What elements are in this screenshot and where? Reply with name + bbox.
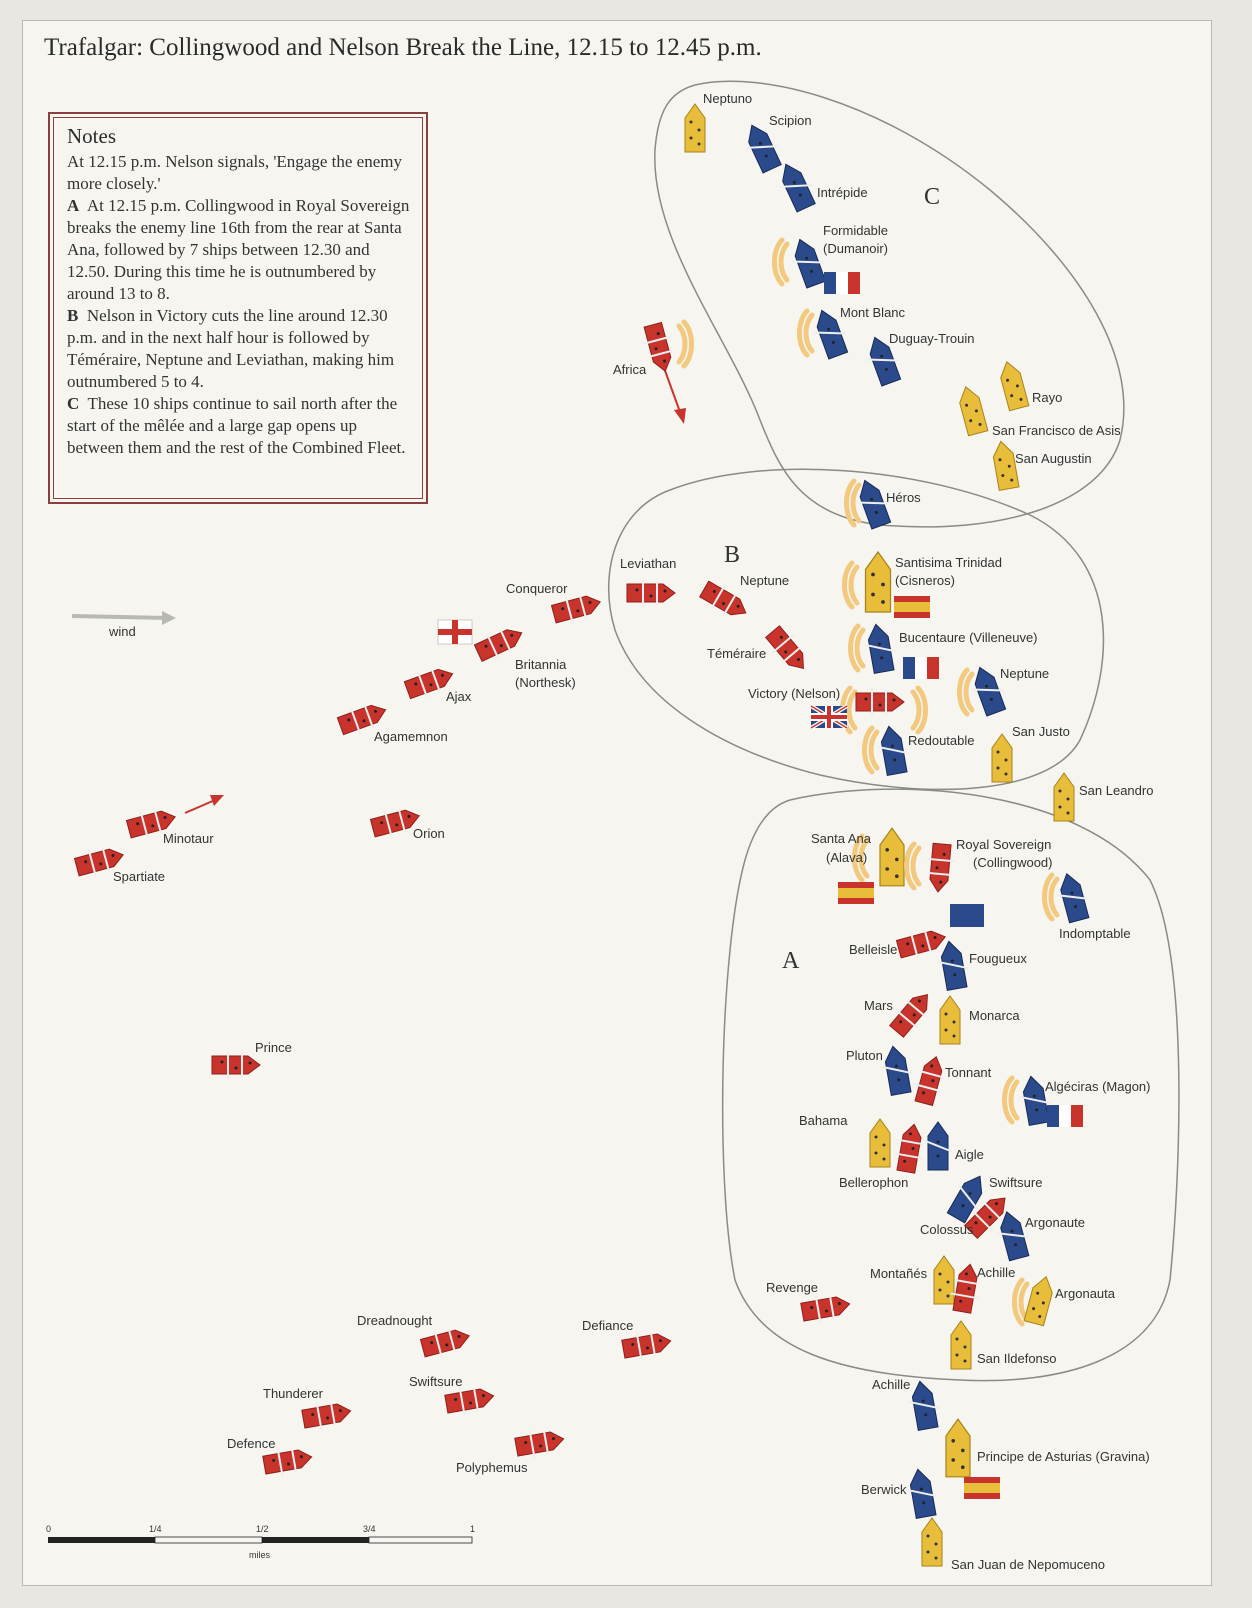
label-mars: Mars [864,998,893,1013]
label-formidable: Formidable [823,223,889,238]
label-belleisle: Belleisle [849,942,898,957]
ship-neptune-f-smoke [960,670,973,714]
ship-santisima-smoke [845,563,858,607]
label-agamemnon: Agamemnon [374,729,448,744]
ship-bellerophon [892,1122,928,1174]
ship-victory [856,688,904,716]
ship-tonnant [910,1053,949,1107]
ship-monarca [940,996,960,1044]
ship-santisima-trinidad [866,552,891,612]
label-dreadnought: Dreadnought [357,1313,433,1328]
label-polyphemus: Polyphemus [456,1460,528,1475]
ship-argonauta [1024,1274,1056,1326]
label-neptune-f: Neptune [1000,666,1050,681]
label-neptuno: Neptuno [703,91,753,106]
ship-san-francisco [956,384,988,436]
label-pluton: Pluton [846,1048,883,1063]
label-swiftsure-b: Swiftsure [409,1374,463,1389]
label-heros: Héros [886,490,921,505]
label-aigle: Aigle [955,1147,984,1162]
ship-dreadnought [419,1322,473,1361]
label-tonnant: Tonnant [945,1065,992,1080]
ship-aigle [923,1122,953,1170]
label-thunderer: Thunderer [263,1386,323,1401]
ship-principe-de-asturias [946,1419,970,1477]
label-cisneros: (Cisneros) [895,573,955,588]
ship-leviathan [627,579,675,607]
label-mont-blanc: Mont Blanc [840,305,906,320]
ship-san-juan-de-nepomuceno [922,1518,942,1566]
scale-unit: miles [249,1550,271,1560]
label-berwick: Berwick [861,1482,907,1497]
scale-bar [46,1524,475,1560]
spanish-flag-icon [964,1477,1000,1499]
label-argonaute: Argonaute [1025,1215,1085,1230]
ship-neptuno [685,104,705,152]
label-africa: Africa [613,362,647,377]
ship-royal-sovereign-smoke [907,844,920,888]
label-alava: (Alava) [826,850,868,865]
label-san-leandro: San Leandro [1079,783,1154,798]
label-ajax: Ajax [446,689,472,704]
label-achille-b: Achille [872,1377,911,1392]
label-san-augustin: San Augustin [1015,451,1092,466]
blue-ensign-flag-icon [950,904,984,927]
label-achille-f: Achille [977,1265,1016,1280]
scale-tick-2: 1/2 [256,1524,269,1534]
label-algeciras: Algéciras (Magon) [1045,1079,1151,1094]
wind-arrow-icon [72,611,176,625]
group-c-letter: C [924,184,941,210]
ship-montanes [934,1256,954,1304]
ship-royal-sovereign [924,843,956,893]
ship-africa-smoke [679,322,692,366]
label-intrepide: Intrépide [817,185,868,200]
ship-redoutable [874,724,912,776]
label-duguay-trouin: Duguay-Trouin [889,331,975,346]
label-defence: Defence [227,1436,276,1451]
group-a-letter: A [782,948,800,974]
label-spartiate: Spartiate [113,869,166,884]
label-collingwood: (Collingwood) [973,855,1053,870]
label-dumanoir: (Dumanoir) [823,241,889,256]
st-george-flag-icon [438,620,472,644]
scale-tick-1: 1/4 [149,1524,162,1534]
label-prince: Prince [255,1040,292,1055]
label-leviathan: Leviathan [620,556,677,571]
label-revenge: Revenge [766,1280,819,1295]
label-temeraire: Téméraire [707,646,767,661]
label-conqueror: Conqueror [506,581,568,596]
label-bahama: Bahama [799,1113,848,1128]
ship-mars [886,986,938,1041]
label-colossus: Colossus [920,1222,974,1237]
africa-course-arrow-icon [663,365,686,424]
label-san-juan: San Juan de Nepomuceno [951,1557,1105,1572]
ship-san-ildefonso [951,1321,971,1369]
ship-redoutable-smoke [865,728,878,772]
label-royal-sovereign: Royal Sovereign [956,837,1052,852]
notes-a: A At 12.15 p.m. Collingwood in Royal Sovereign breaks the enemy line 16th from the rear at Santa Ana, followed by 7 ships between 12.30 and 12.50. During this time he is outnumbered by around 13 to 8. [67,196,410,303]
ship-algeciras-smoke [1005,1078,1018,1122]
label-orion: Orion [413,826,445,841]
label-rayo: Rayo [1032,390,1063,405]
label-san-justo: San Justo [1012,724,1070,739]
label-san-francisco: San Francisco de Asis [992,423,1121,438]
ship-bucentaure-smoke [851,626,864,670]
notes-intro: At 12.15 p.m. Nelson signals, 'Engage the enemy more closely.' [67,152,402,193]
french-flag-icon [1047,1105,1083,1127]
ship-mont-blanc-smoke [800,311,813,355]
ship-belleisle [895,923,949,962]
ship-san-justo [992,734,1012,782]
label-neptune-b: Neptune [740,573,790,588]
label-scipion: Scipion [769,113,812,128]
label-monarca: Monarca [969,1008,1020,1023]
label-defiance: Defiance [582,1318,634,1333]
ship-intrepide [772,158,819,214]
label-argonauta: Argonauta [1055,1286,1115,1301]
label-britannia: Britannia [515,657,567,672]
spanish-flag-icon [894,596,930,618]
ship-bahama [870,1119,890,1167]
notes-heading: Notes [67,124,116,148]
label-san-ildefonso: San Ildefonso [977,1351,1057,1366]
label-santa-ana: Santa Ana [811,831,871,846]
label-montanes: Montañés [870,1266,928,1281]
ship-berwick [903,1467,941,1519]
ship-indomptable-smoke [1045,875,1058,919]
label-fougueux: Fougueux [969,951,1027,966]
scale-tick-3: 3/4 [363,1524,376,1534]
label-redoutable: Redoutable [908,733,975,748]
ship-revenge [800,1290,852,1326]
notes-b: B Nelson in Victory cuts the line around 12.30 p.m. and in the next half hour is followed by Téméraire, Neptune and Leviathan, making him outnumbered 5 to 4. [67,306,395,391]
ship-victory-smoke-2 [913,688,926,732]
french-flag-icon [903,657,939,679]
label-bucentaure: Bucentaure (Villeneuve) [899,630,1038,645]
scale-tick-0: 0 [46,1524,52,1534]
french-flag-icon [824,272,860,294]
label-principe-de-asturias: Principe de Asturias (Gravina) [977,1449,1150,1464]
label-indomptable: Indomptable [1059,926,1131,941]
label-victory: Victory (Nelson) [748,686,841,701]
ship-achille-b [905,1379,943,1431]
ship-thunderer [301,1397,353,1433]
group-b-letter: B [724,542,741,568]
scale-tick-4: 1 [470,1524,476,1534]
wind-label: wind [109,624,136,639]
notes-c: C These 10 ships continue to sail north after the start of the mêlée and a large gap opens up between them and the rest of the Combined Fleet. [67,394,406,457]
minotaur-course-arrow-icon [185,795,224,813]
label-minotaur: Minotaur [163,831,214,846]
ship-rayo [997,359,1029,411]
union-jack-flag-icon [811,706,847,728]
ship-fougueux [934,939,972,991]
label-santisima-trinidad: Santisima Trinidad [895,555,1002,570]
ship-pluton [878,1044,916,1096]
spanish-flag-icon [838,882,874,904]
ship-san-leandro [1054,773,1074,821]
label-bellerophon: Bellerophon [839,1175,909,1190]
ship-polyphemus [514,1425,566,1461]
ship-temeraire [762,623,814,678]
label-northesk: (Northesk) [515,675,576,690]
map-title: Trafalgar: Collingwood and Nelson Break the Line, 12.15 to 12.45 p.m. [44,34,762,61]
ship-prince [212,1051,260,1079]
ship-bucentaure [861,622,899,674]
ship-santa-ana [880,828,904,886]
label-swiftsure-f: Swiftsure [989,1175,1043,1190]
ship-formidable-smoke [775,240,788,284]
